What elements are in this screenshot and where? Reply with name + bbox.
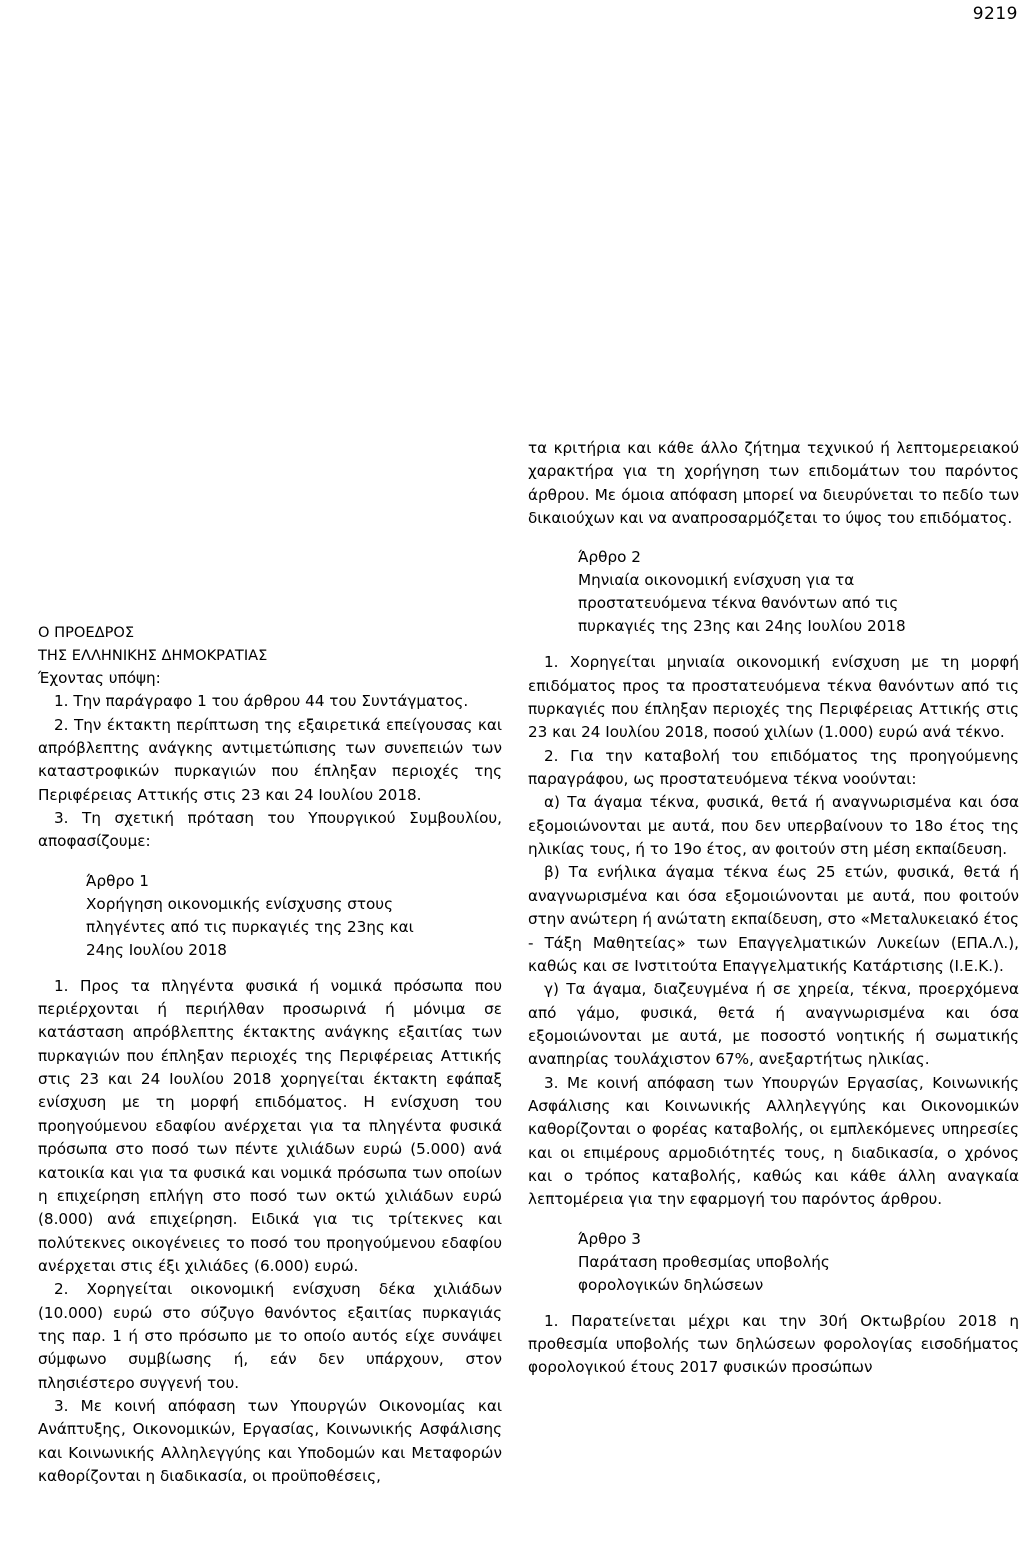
article-1-number: Άρθρο 1 [86, 871, 149, 890]
recital-3: 3. Τη σχετική πρόταση του Υπουργικού Συμβουλίου, αποφασίζουμε: [38, 809, 502, 851]
right-column [528, 437, 1019, 1380]
article-1-paragraph-1: 1. Προς τα πληγέντα φυσικά ή νομικά πρόσωπα που περιέρχονται ή περιήλθαν προσωρινά ή μόνιμα σε κατάσταση απρόβλεπτης έκτακτης ανάγκης εξαιτίας των πυρκαγιών που έπληξαν περιοχές της Περιφέρειας Αττικής στις 23 και 24 Ιουλίου 2018 χορηγείται έκτακτη εφάπαξ ενίσχυση με τη μορφή επιδόματος. Η ενίσχυση του προηγούμενου εδαφίου ανέρχεται για τα πληγέντα φυσικά πρόσωπα στο ποσό των πέντε χιλιάδων ευρώ (5.000) ανά κατοικία και για τα φυσικά και νομικά πρόσωπα των οποίων η επιχείρηση επλήγη στο ποσό των οκτώ χιλιάδων ευρώ (8.000) ανά επιχείρηση. Ειδικά για τις τρίτεκνες και πολύτεκνες οικογένειες το ποσό του προηγούμενου εδαφίου ανέρχεται στις έξι χιλιάδες (6.000) ευρώ. [38, 976, 502, 1275]
article-2-paragraph-2-a: α) Τα άγαμα τέκνα, φυσικά, θετά ή αναγνωρισμένα και όσα εξομοιώνονται με αυτά, που δεν υπερβαίνουν το 18ο έτος της ηλικίας τους, ή το 19ο έτος, αν φοιτούν στη μέση εκπαίδευση. [528, 793, 1019, 859]
article-1-title-line-2: πληγέντες από τις πυρκαγιές της 23ης και [86, 917, 414, 936]
article-2-number: Άρθρο 2 [578, 548, 641, 567]
article-2-paragraph-3: 3. Με κοινή απόφαση των Υπουργών Εργασίας, Κοινωνικής Ασφάλισης και Κοινωνικής Αλληλεγγύης και Οικονομικών καθορίζονται ο φορέας καταβολής, οι εμπλεκόμενες υπηρεσίες και οι επιμέρους αρμοδιότητές τους, η διαδικασία, ο χρόνος και ο τρόπος καταβολής, καθώς και κάθε άλλη αναγκαία λεπτομέρεια για την εφαρμογή του παρόντος άρθρου. [528, 1073, 1019, 1209]
article-2-title-line-2: προστατευόμενα τέκνα θανόντων από τις [578, 594, 899, 613]
article-2-paragraph-1: 1. Χορηγείται μηνιαία οικονομική ενίσχυση με τη μορφή επιδόματος προς τα προστατευόμενα τέκνα θανόντων από τις πυρκαγιές που έπληξαν περιοχές της Περιφέρειας Αττικής στις 23 και 24 Ιουλίου 2018, ποσού χιλίων (1.000) ευρώ ανά τέκνο. [528, 653, 1019, 742]
article-3-paragraph-1: 1. Παρατείνεται μέχρι και την 30ή Οκτωβρίου 2018 η προθεσμία υποβολής των δηλώσεων φορολογίας εισοδήματος φορολογικού έτους 2017 φυσικών προσώπων [528, 1311, 1019, 1377]
article-2-title-line-3: πυρκαγιές της 23ης και 24ης Ιουλίου 2018 [578, 617, 906, 636]
considering-text: Έχοντας υπόψη: [38, 669, 161, 687]
article-2-title-line-1: Μηνιαία οικονομική ενίσχυση για τα [578, 571, 855, 590]
recital-1: 1. Την παράγραφο 1 του άρθρου 44 του Συντάγματος. [54, 692, 469, 711]
article-2-heading [528, 530, 1019, 651]
recital-2: 2. Την έκτακτη περίπτωση της εξαιρετικά επείγουσας και απρόβλεπτης ανάγκης αντιμετώπισης των συνεπειών των καταστροφικών πυρκαγιών που έπληξαν περιοχές της Περιφέρειας Αττικής στις 23 και 24 Ιουλίου 2018. [38, 715, 502, 804]
article-2-paragraph-2-b: β) Τα ενήλικα άγαμα τέκνα έως 25 ετών, φυσικά, θετά ή αναγνωρισμένα και όσα εξομοιώνονται με αυτά, που φοιτούν στην ανώτερη ή ανώτατη εκπαίδευση, στο «Μεταλυκειακό έτος - Τάξη Μαθητείας» των Επαγγελματικών Λυκείων (ΕΠΑ.Λ.), καθώς και σε Ινστιτούτα Επαγγελματικής Κατάρτισης (Ι.Ε.Κ.). [528, 863, 1019, 975]
article-3-title-line-1: Παράταση προθεσμίας υποβολής [578, 1252, 830, 1271]
article-2-paragraph-2-c: γ) Τα άγαμα, διαζευγμένα ή σε χηρεία, τέκνα, προερχόμενα από γάμο, φυσικά, θετά ή αναγνωρισμένα και όσα εξομοιώνονται με αυτά, με ποσοστό νοητικής ή σωματικής αναπηρίας τουλάχιστον 67%, ανεξαρτήτως ηλικίας. [528, 980, 1019, 1069]
article-3-number: Άρθρο 3 [578, 1229, 641, 1248]
heading-line-2: ΤΗΣ ΕΛΛΗΝΙΚΗΣ ΔΗΜΟΚΡΑΤΙΑΣ [38, 646, 268, 664]
article-1-paragraph-3-end: τα κριτήρια και κάθε άλλο ζήτημα τεχνικού ή λεπτομερειακού χαρακτήρα για τη χορήγηση των επιδομάτων του παρόντος άρθρου. Με όμοια απόφαση μπορεί να διευρύνεται το πεδίο των δικαιούχων και να αναπροσαρμόζεται το ύψος του επιδόματος. [528, 439, 1019, 528]
article-2-paragraph-2: 2. Για την καταβολή του επιδόματος της προηγούμενης παραγράφου, ως προστατευόμενα τέκνα νοούνται: [528, 746, 1019, 789]
article-1-paragraph-2: 2. Χορηγείται οικονομική ενίσχυση δέκα χιλιάδων (10.000) ευρώ στο σύζυγο θανόντος εξαιτίας πυρκαγιάς της παρ. 1 ή στο πρόσωπο με το οποίο αυτός είχε συνάψει σύμφωνο συμβίωσης ή, εάν δεν υπάρχουν, στον πλησιέστερο συγγενή του. [38, 1280, 502, 1392]
page-number: 9219 [972, 4, 1018, 24]
article-1-heading [38, 854, 502, 975]
article-1-paragraph-3-start: 3. Με κοινή απόφαση των Υπουργών Οικονομίας και Ανάπτυξης, Οικονομικών, Εργασίας, Κοινωνικής Ασφάλισης και Κοινωνικής Αλληλεγγύης και Υποδομών και Μεταφορών καθορίζονται η διαδικασία, οι προϋποθέσεις, [38, 1396, 502, 1485]
left-column [38, 619, 502, 1488]
article-3-title-line-2: φορολογικών δηλώσεων [578, 1275, 764, 1294]
article-1-title-line-3: 24ης Ιουλίου 2018 [86, 940, 227, 959]
heading-line-1: Ο ΠΡΟΕΔΡΟΣ [38, 624, 135, 641]
president-heading [38, 619, 502, 667]
article-1-title-line-1: Χορήγηση οικονομικής ενίσχυσης στους [86, 894, 393, 913]
article-3-heading [528, 1212, 1019, 1310]
